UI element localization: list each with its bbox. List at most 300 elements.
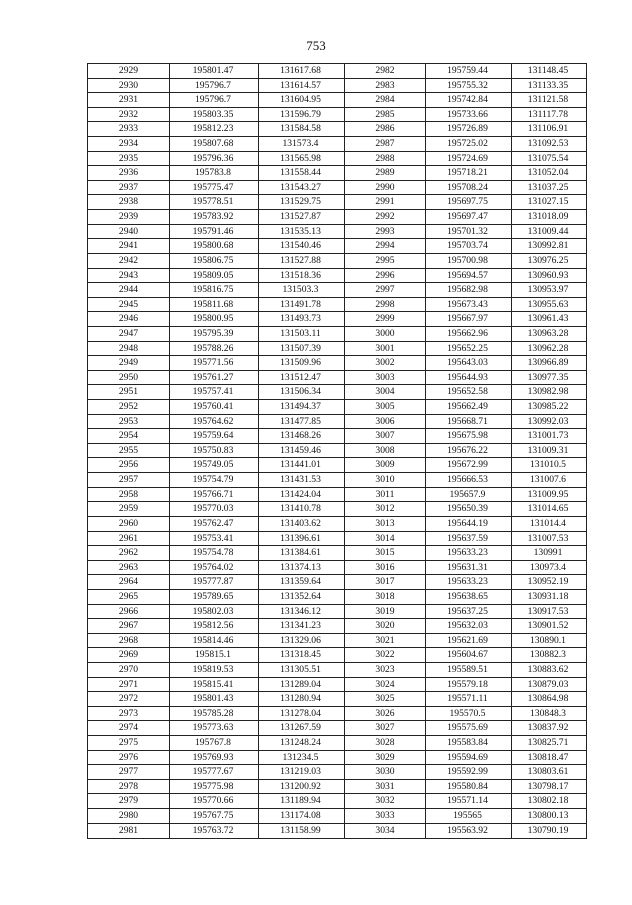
y-coordinate-left-cell: 131431.53	[259, 473, 345, 488]
x-coordinate-left-cell: 195815.1	[170, 648, 259, 663]
point-number-right-cell: 3001	[345, 341, 426, 356]
y-coordinate-right-cell: 130977.35	[512, 370, 587, 385]
y-coordinate-right-cell: 130962.28	[512, 341, 587, 356]
y-coordinate-left-cell: 131459.46	[259, 443, 345, 458]
y-coordinate-left-cell: 131503.11	[259, 326, 345, 341]
y-coordinate-left-cell: 131477.85	[259, 414, 345, 429]
table-row	[88, 531, 587, 546]
x-coordinate-left-cell: 195795.39	[170, 326, 259, 341]
point-number-left-cell: 2934	[88, 137, 170, 152]
x-coordinate-left-cell: 195771.56	[170, 356, 259, 371]
point-number-left-cell: 2952	[88, 400, 170, 415]
table-row	[88, 809, 587, 824]
table-row	[88, 633, 587, 648]
table-row	[88, 458, 587, 473]
point-number-left-cell: 2972	[88, 692, 170, 707]
x-coordinate-left-cell: 195750.83	[170, 443, 259, 458]
table-row	[88, 429, 587, 444]
table-row	[88, 721, 587, 736]
x-coordinate-left-cell: 195811.68	[170, 297, 259, 312]
table-row	[88, 765, 587, 780]
x-coordinate-left-cell: 195763.72	[170, 823, 259, 838]
table-row	[88, 473, 587, 488]
table-row	[88, 122, 587, 137]
x-coordinate-left-cell: 195783.92	[170, 210, 259, 225]
x-coordinate-left-cell: 195800.68	[170, 239, 259, 254]
y-coordinate-right-cell: 131027.15	[512, 195, 587, 210]
point-number-right-cell: 3010	[345, 473, 426, 488]
point-number-right-cell: 3032	[345, 794, 426, 809]
x-coordinate-left-cell: 195764.02	[170, 560, 259, 575]
y-coordinate-right-cell: 131133.35	[512, 78, 587, 93]
point-number-left-cell: 2959	[88, 502, 170, 517]
y-coordinate-left-cell: 131280.94	[259, 692, 345, 707]
x-coordinate-right-cell: 195580.84	[426, 779, 512, 794]
y-coordinate-left-cell: 131374.13	[259, 560, 345, 575]
x-coordinate-left-cell: 195777.87	[170, 575, 259, 590]
y-coordinate-left-cell: 131540.46	[259, 239, 345, 254]
x-coordinate-left-cell: 195816.75	[170, 283, 259, 298]
y-coordinate-left-cell: 131424.04	[259, 487, 345, 502]
y-coordinate-left-cell: 131535.13	[259, 224, 345, 239]
point-number-right-cell: 3016	[345, 560, 426, 575]
y-coordinate-right-cell: 131009.44	[512, 224, 587, 239]
x-coordinate-left-cell: 195788.26	[170, 341, 259, 356]
y-coordinate-right-cell: 130966.89	[512, 356, 587, 371]
y-coordinate-left-cell: 131507.39	[259, 341, 345, 356]
table-row	[88, 779, 587, 794]
y-coordinate-left-cell: 131174.08	[259, 809, 345, 824]
point-number-right-cell: 3029	[345, 750, 426, 765]
x-coordinate-left-cell: 195762.47	[170, 516, 259, 531]
y-coordinate-left-cell: 131558.44	[259, 166, 345, 181]
y-coordinate-right-cell: 130837.92	[512, 721, 587, 736]
y-coordinate-right-cell: 130952.19	[512, 575, 587, 590]
y-coordinate-right-cell: 131009.95	[512, 487, 587, 502]
point-number-left-cell: 2955	[88, 443, 170, 458]
point-number-right-cell: 2983	[345, 78, 426, 93]
x-coordinate-right-cell: 195726.89	[426, 122, 512, 137]
coordinates-table-body	[88, 64, 587, 839]
x-coordinate-right-cell: 195637.59	[426, 531, 512, 546]
y-coordinate-left-cell: 131512.47	[259, 370, 345, 385]
y-coordinate-left-cell: 131267.59	[259, 721, 345, 736]
y-coordinate-left-cell: 131346.12	[259, 604, 345, 619]
table-row	[88, 648, 587, 663]
point-number-left-cell: 2947	[88, 326, 170, 341]
y-coordinate-left-cell: 131491.78	[259, 297, 345, 312]
y-coordinate-left-cell: 131509.96	[259, 356, 345, 371]
y-coordinate-left-cell: 131543.27	[259, 180, 345, 195]
point-number-left-cell: 2961	[88, 531, 170, 546]
point-number-right-cell: 3009	[345, 458, 426, 473]
y-coordinate-right-cell: 130882.3	[512, 648, 587, 663]
table-row	[88, 750, 587, 765]
table-row	[88, 575, 587, 590]
point-number-right-cell: 3013	[345, 516, 426, 531]
point-number-left-cell: 2943	[88, 268, 170, 283]
y-coordinate-left-cell: 131494.37	[259, 400, 345, 415]
x-coordinate-right-cell: 195682.98	[426, 283, 512, 298]
x-coordinate-left-cell: 195754.78	[170, 546, 259, 561]
x-coordinate-right-cell: 195594.69	[426, 750, 512, 765]
x-coordinate-left-cell: 195753.41	[170, 531, 259, 546]
point-number-right-cell: 2996	[345, 268, 426, 283]
x-coordinate-left-cell: 195796.36	[170, 151, 259, 166]
point-number-left-cell: 2950	[88, 370, 170, 385]
y-coordinate-left-cell: 131352.64	[259, 589, 345, 604]
x-coordinate-right-cell: 195604.67	[426, 648, 512, 663]
x-coordinate-right-cell: 195657.9	[426, 487, 512, 502]
point-number-left-cell: 2938	[88, 195, 170, 210]
y-coordinate-right-cell: 130798.17	[512, 779, 587, 794]
point-number-right-cell: 2987	[345, 137, 426, 152]
table-row	[88, 794, 587, 809]
y-coordinate-right-cell: 130960.93	[512, 268, 587, 283]
y-coordinate-left-cell: 131396.61	[259, 531, 345, 546]
y-coordinate-left-cell: 131384.61	[259, 546, 345, 561]
point-number-left-cell: 2949	[88, 356, 170, 371]
y-coordinate-left-cell: 131527.88	[259, 253, 345, 268]
table-row	[88, 604, 587, 619]
x-coordinate-right-cell: 195638.65	[426, 589, 512, 604]
y-coordinate-left-cell: 131468.26	[259, 429, 345, 444]
point-number-left-cell: 2939	[88, 210, 170, 225]
page-number: 753	[306, 38, 326, 53]
point-number-left-cell: 2942	[88, 253, 170, 268]
table-row	[88, 64, 587, 79]
y-coordinate-left-cell: 131573.4	[259, 137, 345, 152]
point-number-right-cell: 3027	[345, 721, 426, 736]
point-number-right-cell: 3022	[345, 648, 426, 663]
point-number-left-cell: 2932	[88, 107, 170, 122]
point-number-right-cell: 3008	[345, 443, 426, 458]
point-number-left-cell: 2940	[88, 224, 170, 239]
x-coordinate-left-cell: 195802.03	[170, 604, 259, 619]
y-coordinate-right-cell: 130992.81	[512, 239, 587, 254]
coordinates-table	[87, 63, 587, 839]
y-coordinate-right-cell: 130992.03	[512, 414, 587, 429]
point-number-left-cell: 2957	[88, 473, 170, 488]
y-coordinate-left-cell: 131503.3	[259, 283, 345, 298]
x-coordinate-right-cell: 195571.11	[426, 692, 512, 707]
y-coordinate-right-cell: 131010.5	[512, 458, 587, 473]
x-coordinate-right-cell: 195579.18	[426, 677, 512, 692]
point-number-right-cell: 3004	[345, 385, 426, 400]
x-coordinate-left-cell: 195796.7	[170, 78, 259, 93]
point-number-left-cell: 2976	[88, 750, 170, 765]
y-coordinate-right-cell: 131014.4	[512, 516, 587, 531]
table-row	[88, 93, 587, 108]
x-coordinate-right-cell: 195571.14	[426, 794, 512, 809]
x-coordinate-right-cell: 195631.31	[426, 560, 512, 575]
x-coordinate-left-cell: 195777.67	[170, 765, 259, 780]
point-number-right-cell: 3019	[345, 604, 426, 619]
x-coordinate-right-cell: 195708.24	[426, 180, 512, 195]
table-row	[88, 239, 587, 254]
x-coordinate-right-cell: 195733.66	[426, 107, 512, 122]
point-number-right-cell: 3012	[345, 502, 426, 517]
x-coordinate-left-cell: 195757.41	[170, 385, 259, 400]
point-number-left-cell: 2937	[88, 180, 170, 195]
table-row	[88, 180, 587, 195]
point-number-right-cell: 2989	[345, 166, 426, 181]
y-coordinate-left-cell: 131189.94	[259, 794, 345, 809]
point-number-left-cell: 2970	[88, 662, 170, 677]
x-coordinate-left-cell: 195773.63	[170, 721, 259, 736]
y-coordinate-left-cell: 131219.03	[259, 765, 345, 780]
x-coordinate-left-cell: 195789.65	[170, 589, 259, 604]
point-number-right-cell: 3028	[345, 736, 426, 751]
point-number-right-cell: 3000	[345, 326, 426, 341]
table-row	[88, 195, 587, 210]
point-number-left-cell: 2956	[88, 458, 170, 473]
y-coordinate-right-cell: 131052.04	[512, 166, 587, 181]
x-coordinate-right-cell: 195643.03	[426, 356, 512, 371]
x-coordinate-left-cell: 195767.8	[170, 736, 259, 751]
point-number-left-cell: 2935	[88, 151, 170, 166]
x-coordinate-left-cell: 195801.47	[170, 64, 259, 79]
point-number-right-cell: 3002	[345, 356, 426, 371]
table-row	[88, 268, 587, 283]
y-coordinate-left-cell: 131614.57	[259, 78, 345, 93]
x-coordinate-left-cell: 195801.43	[170, 692, 259, 707]
x-coordinate-left-cell: 195778.51	[170, 195, 259, 210]
table-row	[88, 692, 587, 707]
y-coordinate-right-cell: 130973.4	[512, 560, 587, 575]
point-number-right-cell: 3018	[345, 589, 426, 604]
y-coordinate-left-cell: 131506.34	[259, 385, 345, 400]
x-coordinate-right-cell: 195759.44	[426, 64, 512, 79]
y-coordinate-right-cell: 130955.63	[512, 297, 587, 312]
x-coordinate-right-cell: 195589.51	[426, 662, 512, 677]
table-row	[88, 677, 587, 692]
table-row	[88, 414, 587, 429]
table-row	[88, 662, 587, 677]
point-number-left-cell: 2941	[88, 239, 170, 254]
x-coordinate-right-cell: 195755.32	[426, 78, 512, 93]
table-row	[88, 516, 587, 531]
x-coordinate-right-cell: 195652.25	[426, 341, 512, 356]
y-coordinate-right-cell: 130879.03	[512, 677, 587, 692]
y-coordinate-left-cell: 131158.99	[259, 823, 345, 838]
x-coordinate-right-cell: 195675.98	[426, 429, 512, 444]
table-row	[88, 107, 587, 122]
x-coordinate-left-cell: 195800.95	[170, 312, 259, 327]
x-coordinate-left-cell: 195770.66	[170, 794, 259, 809]
x-coordinate-right-cell: 195742.84	[426, 93, 512, 108]
y-coordinate-right-cell: 130961.43	[512, 312, 587, 327]
x-coordinate-right-cell: 195563.92	[426, 823, 512, 838]
table-row	[88, 706, 587, 721]
point-number-right-cell: 3005	[345, 400, 426, 415]
point-number-right-cell: 3011	[345, 487, 426, 502]
x-coordinate-right-cell: 195725.02	[426, 137, 512, 152]
point-number-left-cell: 2965	[88, 589, 170, 604]
table-row	[88, 326, 587, 341]
y-coordinate-right-cell: 130803.61	[512, 765, 587, 780]
x-coordinate-right-cell: 195724.69	[426, 151, 512, 166]
x-coordinate-right-cell: 195575.69	[426, 721, 512, 736]
table-row	[88, 589, 587, 604]
x-coordinate-right-cell: 195637.25	[426, 604, 512, 619]
y-coordinate-right-cell: 131001.73	[512, 429, 587, 444]
x-coordinate-right-cell: 195650.39	[426, 502, 512, 517]
x-coordinate-right-cell: 195697.47	[426, 210, 512, 225]
table-row	[88, 224, 587, 239]
point-number-right-cell: 2993	[345, 224, 426, 239]
point-number-right-cell: 3030	[345, 765, 426, 780]
y-coordinate-right-cell: 131014.65	[512, 502, 587, 517]
x-coordinate-right-cell: 195694.57	[426, 268, 512, 283]
y-coordinate-left-cell: 131596.79	[259, 107, 345, 122]
y-coordinate-left-cell: 131234.5	[259, 750, 345, 765]
x-coordinate-right-cell: 195703.74	[426, 239, 512, 254]
y-coordinate-right-cell: 131075.54	[512, 151, 587, 166]
x-coordinate-left-cell: 195791.46	[170, 224, 259, 239]
y-coordinate-right-cell: 130963.28	[512, 326, 587, 341]
point-number-left-cell: 2958	[88, 487, 170, 502]
x-coordinate-left-cell: 195766.71	[170, 487, 259, 502]
point-number-right-cell: 2991	[345, 195, 426, 210]
table-row	[88, 823, 587, 838]
x-coordinate-right-cell: 195632.03	[426, 619, 512, 634]
point-number-left-cell: 2966	[88, 604, 170, 619]
x-coordinate-right-cell: 195570.5	[426, 706, 512, 721]
x-coordinate-right-cell: 195697.75	[426, 195, 512, 210]
y-coordinate-right-cell: 131018.09	[512, 210, 587, 225]
point-number-left-cell: 2948	[88, 341, 170, 356]
x-coordinate-left-cell: 195803.35	[170, 107, 259, 122]
y-coordinate-left-cell: 131403.62	[259, 516, 345, 531]
point-number-right-cell: 3015	[345, 546, 426, 561]
y-coordinate-right-cell: 131009.31	[512, 443, 587, 458]
y-coordinate-left-cell: 131329.06	[259, 633, 345, 648]
y-coordinate-left-cell: 131410.78	[259, 502, 345, 517]
table-row	[88, 297, 587, 312]
table-row	[88, 356, 587, 371]
y-coordinate-right-cell: 131117.78	[512, 107, 587, 122]
x-coordinate-left-cell: 195760.41	[170, 400, 259, 415]
point-number-right-cell: 3003	[345, 370, 426, 385]
y-coordinate-right-cell: 131007.53	[512, 531, 587, 546]
x-coordinate-right-cell: 195673.43	[426, 297, 512, 312]
y-coordinate-right-cell: 130825.71	[512, 736, 587, 751]
point-number-right-cell: 2990	[345, 180, 426, 195]
y-coordinate-right-cell: 130802.18	[512, 794, 587, 809]
table-row	[88, 166, 587, 181]
table-row	[88, 385, 587, 400]
x-coordinate-left-cell: 195775.47	[170, 180, 259, 195]
point-number-left-cell: 2930	[88, 78, 170, 93]
point-number-left-cell: 2945	[88, 297, 170, 312]
table-row	[88, 78, 587, 93]
x-coordinate-right-cell: 195676.22	[426, 443, 512, 458]
point-number-right-cell: 3025	[345, 692, 426, 707]
point-number-left-cell: 2962	[88, 546, 170, 561]
table-row	[88, 736, 587, 751]
x-coordinate-right-cell: 195583.84	[426, 736, 512, 751]
x-coordinate-right-cell: 195633.23	[426, 575, 512, 590]
y-coordinate-right-cell: 130818.47	[512, 750, 587, 765]
x-coordinate-left-cell: 195764.62	[170, 414, 259, 429]
y-coordinate-right-cell: 131106.91	[512, 122, 587, 137]
y-coordinate-right-cell: 130991	[512, 546, 587, 561]
point-number-left-cell: 2954	[88, 429, 170, 444]
table-row	[88, 210, 587, 225]
table-row	[88, 619, 587, 634]
point-number-left-cell: 2946	[88, 312, 170, 327]
point-number-right-cell: 2988	[345, 151, 426, 166]
y-coordinate-left-cell: 131248.24	[259, 736, 345, 751]
x-coordinate-left-cell: 195761.27	[170, 370, 259, 385]
x-coordinate-right-cell: 195666.53	[426, 473, 512, 488]
y-coordinate-left-cell: 131604.95	[259, 93, 345, 108]
y-coordinate-left-cell: 131289.04	[259, 677, 345, 692]
x-coordinate-right-cell: 195662.49	[426, 400, 512, 415]
x-coordinate-left-cell: 195759.64	[170, 429, 259, 444]
point-number-right-cell: 3020	[345, 619, 426, 634]
y-coordinate-right-cell: 130976.25	[512, 253, 587, 268]
table-row	[88, 253, 587, 268]
x-coordinate-left-cell: 195812.23	[170, 122, 259, 137]
y-coordinate-right-cell: 130901.52	[512, 619, 587, 634]
x-coordinate-left-cell: 195769.93	[170, 750, 259, 765]
point-number-left-cell: 2981	[88, 823, 170, 838]
y-coordinate-right-cell: 130917.53	[512, 604, 587, 619]
x-coordinate-right-cell: 195701.32	[426, 224, 512, 239]
x-coordinate-left-cell: 195775.98	[170, 779, 259, 794]
y-coordinate-left-cell: 131200.92	[259, 779, 345, 794]
point-number-right-cell: 2985	[345, 107, 426, 122]
y-coordinate-left-cell: 131341.23	[259, 619, 345, 634]
point-number-left-cell: 2974	[88, 721, 170, 736]
point-number-left-cell: 2979	[88, 794, 170, 809]
y-coordinate-left-cell: 131617.68	[259, 64, 345, 79]
table-row	[88, 560, 587, 575]
x-coordinate-left-cell: 195796.7	[170, 93, 259, 108]
point-number-left-cell: 2951	[88, 385, 170, 400]
point-number-right-cell: 3023	[345, 662, 426, 677]
x-coordinate-left-cell: 195815.41	[170, 677, 259, 692]
y-coordinate-left-cell: 131305.51	[259, 662, 345, 677]
point-number-left-cell: 2971	[88, 677, 170, 692]
point-number-right-cell: 2997	[345, 283, 426, 298]
x-coordinate-right-cell: 195592.99	[426, 765, 512, 780]
x-coordinate-left-cell: 195812.56	[170, 619, 259, 634]
x-coordinate-left-cell: 195783.8	[170, 166, 259, 181]
point-number-left-cell: 2969	[88, 648, 170, 663]
point-number-right-cell: 2994	[345, 239, 426, 254]
y-coordinate-left-cell: 131318.45	[259, 648, 345, 663]
point-number-left-cell: 2936	[88, 166, 170, 181]
point-number-left-cell: 2963	[88, 560, 170, 575]
x-coordinate-left-cell: 195749.05	[170, 458, 259, 473]
point-number-left-cell: 2967	[88, 619, 170, 634]
point-number-right-cell: 3024	[345, 677, 426, 692]
table-row	[88, 370, 587, 385]
table-row	[88, 312, 587, 327]
table-row	[88, 137, 587, 152]
x-coordinate-right-cell: 195644.93	[426, 370, 512, 385]
y-coordinate-right-cell: 130931.18	[512, 589, 587, 604]
x-coordinate-right-cell: 195662.96	[426, 326, 512, 341]
point-number-left-cell: 2931	[88, 93, 170, 108]
point-number-right-cell: 3031	[345, 779, 426, 794]
x-coordinate-right-cell: 195621.69	[426, 633, 512, 648]
point-number-right-cell: 2998	[345, 297, 426, 312]
point-number-left-cell: 2977	[88, 765, 170, 780]
